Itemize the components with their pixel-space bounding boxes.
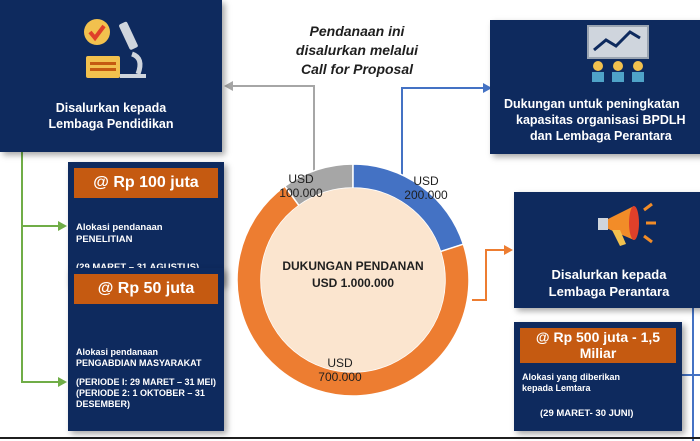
donut-label-blue-l2: 200.000: [404, 188, 448, 202]
lemtara-line1: Disalurkan kepada: [551, 267, 667, 282]
service-price: @ Rp 50 juta: [74, 274, 218, 304]
service-period1: (PERIODE I: 29 MARET – 31 MEI): [76, 377, 217, 387]
education-line1: Disalurkan kepada: [55, 101, 167, 115]
megaphone-icon: [594, 196, 664, 252]
donut-center-line2: USD 1.000.000: [311, 276, 395, 290]
lemtara-card-line2: kepada Lemtara: [522, 383, 591, 393]
presentation-icon: [582, 24, 654, 84]
service-card: [68, 268, 224, 431]
donut-label-orange-l1: USD: [327, 356, 353, 370]
research-line2: PENELITIAN: [76, 233, 133, 245]
service-line1: Alokasi pendanaan: [76, 347, 159, 357]
lemtara-card-line1: Alokasi yang diberikan: [522, 372, 621, 382]
capacity-line2: kapasitas organisasi BPDLH: [516, 113, 686, 127]
call-line1: Pendanaan ini: [309, 23, 405, 39]
research-price: @ Rp 100 juta: [74, 168, 218, 198]
green-arrowhead-top: [58, 221, 67, 231]
lemtara-card: [514, 322, 682, 431]
capacity-line1: Dukungan untuk peningkatan: [504, 97, 680, 111]
donut-label-orange-l2: 700.000: [318, 370, 362, 384]
capacity-box: [490, 20, 700, 154]
lemtara-line2: Lembaga Perantara: [548, 284, 670, 299]
lemtara-period: (29 MARET- 30 JUNI): [540, 408, 634, 419]
donut-label-grey: [276, 172, 326, 200]
research-card: [68, 162, 224, 285]
donut-label-blue-l1: USD: [413, 174, 439, 188]
orange-arrowhead: [504, 245, 513, 255]
capacity-line3: dan Lembaga Perantara: [530, 129, 672, 143]
research-line1: Alokasi pendanaan: [76, 222, 163, 233]
green-connector: [22, 140, 60, 382]
donut-center: [262, 258, 444, 292]
microscope-icon: [72, 14, 152, 84]
grey-arrowhead: [224, 81, 233, 91]
service-line2: PENGABDIAN MASYARAKAT: [76, 358, 202, 368]
call-line3: Call for Proposal: [300, 61, 414, 77]
donut-label-grey-l2: 100.000: [279, 186, 323, 200]
donut-label-blue: [400, 174, 452, 202]
orange-connector: [472, 250, 505, 300]
donut-label-orange: [312, 356, 368, 384]
education-box: [0, 0, 222, 152]
call-line2: disalurkan melalui: [295, 42, 419, 58]
call-for-proposal-text: [268, 22, 446, 79]
service-period2: (PERIODE 2: 1 OKTOBER – 31 DESEMBER): [76, 388, 205, 409]
donut-label-grey-l1: USD: [288, 172, 314, 186]
lemtara-price: @ Rp 500 juta - 1,5 Miliar: [520, 328, 676, 363]
green-arrowhead-bottom: [58, 377, 67, 387]
lemtara-box: [514, 192, 700, 308]
education-line2: Lembaga Pendidikan: [48, 117, 174, 131]
donut-center-line1: DUKUNGAN PENDANAN: [282, 259, 424, 273]
